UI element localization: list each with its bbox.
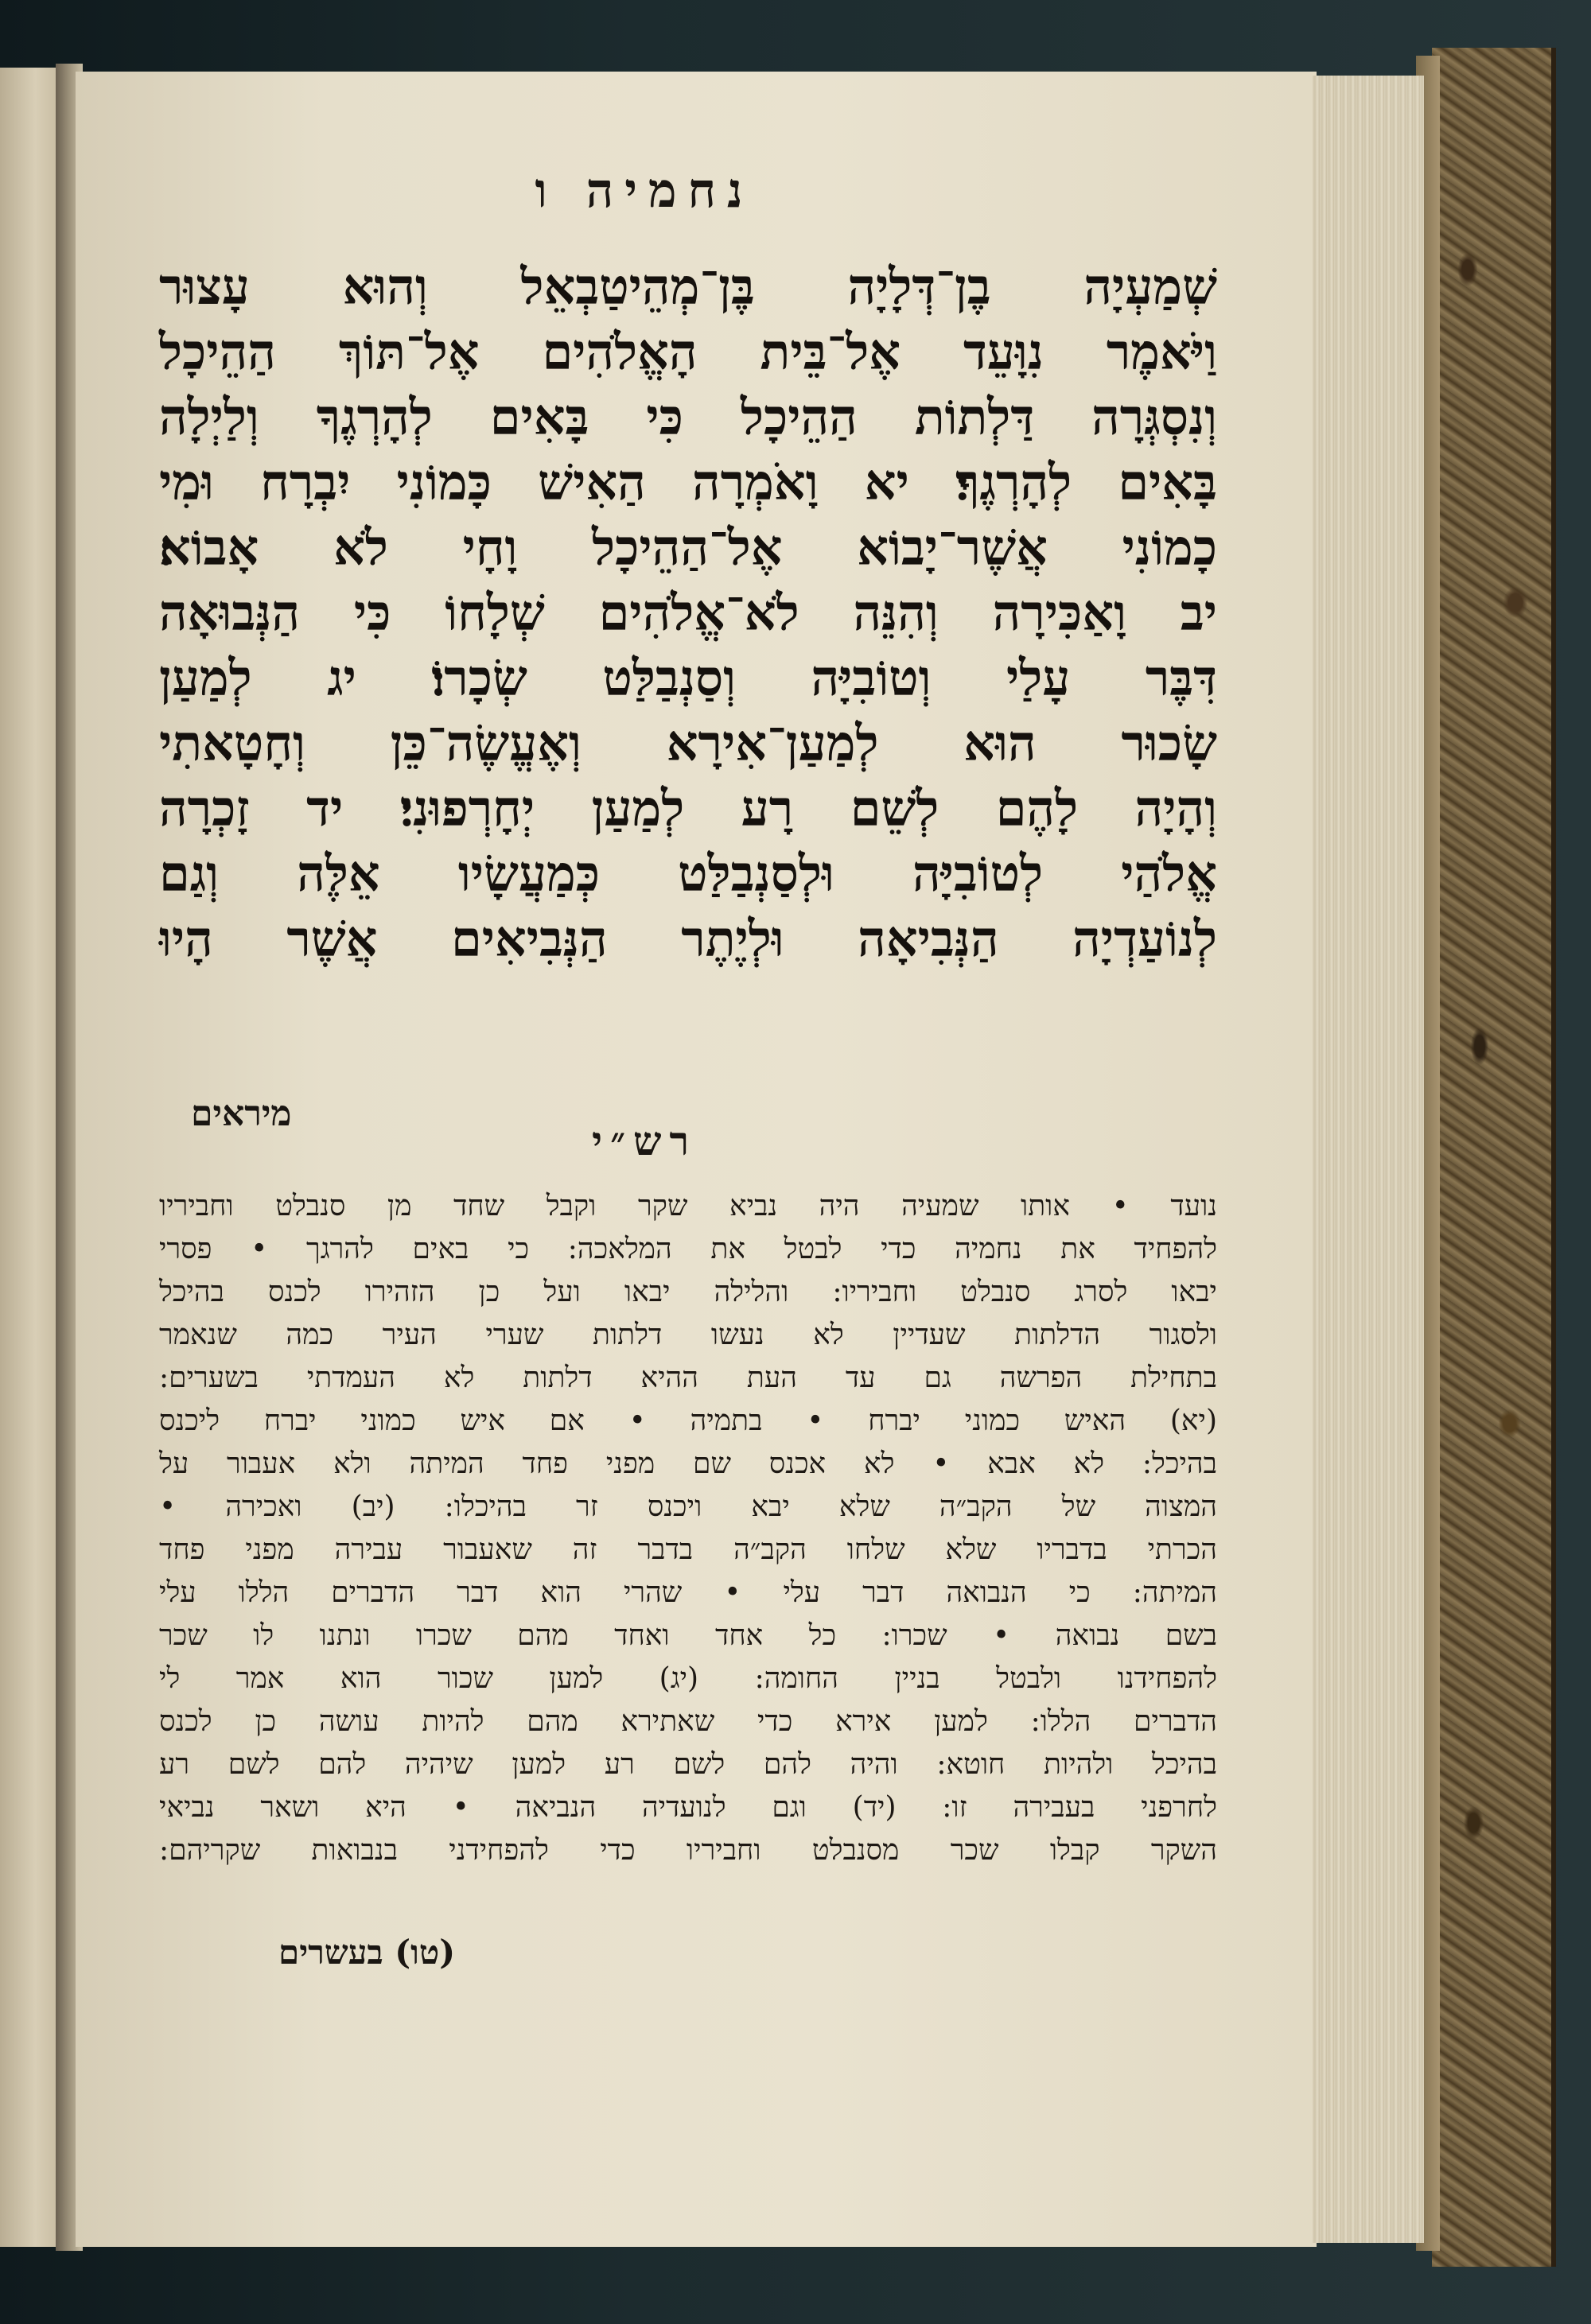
commentary-line: הדברים הללו: למען אירא כדי שאתירא מהם להיות עושה כן לכנס [159,1705,1217,1738]
commentary-line: לחרפני בעבירה זו: (יד) וגם לנועדיה הנביאה • היא ושאר נביאי [159,1791,1217,1824]
main-text-line: כָמוֹנִי אֲשֶׁר־יָבוֹא אֶל־הַהֵיכָל וָחָי לֹא אָבוֹא׃ [159,519,1217,577]
main-text-line: בָּאִים לְהָרְגֶךָ׃ יא וָאֹמְרָה הַאִישׁ כָּמוֹנִי יִבְרָח וּמִי [159,453,1217,511]
commentary-line: השקר קבלו שכר מסנבלט וחביריו כדי להפחידני בנבואות שקריהם: [159,1834,1217,1867]
commentary-line: נועד • אותו שמעיה היה נביא שקר וקבל שחד מן סנבלט וחביריו [159,1190,1217,1222]
main-text-block [159,255,1217,972]
running-header: נחמיה ו [535,163,754,219]
commentary-line: המיתה: כי הנבואה דבר עלי • שהרי הוא דבר הדברים הללו עלי [159,1576,1217,1609]
commentary-line: בהיכל ולהיות חוטא: והיה להם לשם רע למען שיהיה להם לשם רע [159,1748,1217,1781]
commentary-line: (יא) האיש כמוני יברח • בתמיה • אם איש כמוני יברח ליכנס [159,1405,1217,1437]
main-text-line: אֱלֹהַי לְטוֹבִיָּה וּלְסַנְבַלַּט כְּמַעֲשָׂיו אֵלֶּה וְגַם [159,845,1217,903]
commentary-line: בשם נבואה • שכרו: כל אחד ואחד מהם שכרו ונתנו לו שכר [159,1619,1217,1652]
main-text-line: שְׁמַעְיָה בֶן־דְּלָיָה בֶּן־מְהֵיטַבְאֵל וְהוּא עָצוּר [159,258,1217,316]
commentary-line: הכרתי בדבריו שלא שלחו הקב״ה בדבר זה שאעבור עבירה מפני פחד [159,1533,1217,1566]
commentary-line: יבאו לסרג סנבלט וחביריו: והלילה יבאו ועל כן הזהירו לכנס בהיכל [159,1276,1217,1308]
facing-page-edge [0,68,59,2247]
commentary-line: בהיכל: לא אבא • לא אכנס שם מפני פחד המיתה ולא אעבור על [159,1448,1217,1480]
main-text-line: וְהָיָה לָהֶם לְשֵׁם רָע לְמַעַן יְחָרְפוּנִי׃ יד זָכְרָה [159,779,1217,837]
main-text-line: לְנוֹעַדְיָה הַנְּבִיאָה וּלְיֶתֶר הַנְּבִיאִים אֲשֶׁר הָיוּ [159,910,1217,968]
main-text-line: וְנִסְגְּרָה דַּלְתוֹת הַהֵיכָל כִּי בָּאִים לְהָרְגֶךָ וְלַיְלָה [159,388,1217,446]
main-text-line: שָׂכוּר הוּא לְמַעַן־אִירָא וְאֶעֱשֶׂה־כֵּן וְחָטָאתִי [159,714,1217,772]
commentary-line: ולסגור הדלתות שעדיין לא נעשו דלתות שערי העיר כמה שנאמר [159,1319,1217,1351]
main-catchword: מיראים [191,1094,292,1134]
marbled-book-cover [1432,48,1556,2267]
page-stack-edge [1313,76,1424,2243]
footer-catchword: (טו) בעשרים [278,1933,456,1972]
main-text-line: דִּבֶּר עָלַי וְטוֹבִיָּה וְסַנְבַלַּט שְׂכָרוֹ׃ יג לְמַעַן [159,649,1217,707]
commentary-line: בתחילת הפרשה גם עד העת ההיא דלתות לא העמדתי בשערים: [159,1362,1217,1394]
commentary-header: רש״י [591,1117,698,1164]
main-text-line: יב וָאַכִּירָה וְהִנֵּה לֹא־אֱלֹהִים שְׁלָחוֹ כִּי הַנְּבוּאָה [159,584,1217,642]
commentary-block [159,1185,1217,1872]
main-text-line: וַיֹּאמֶר נִוָּעֵד אֶל־בֵּית הָאֱלֹהִים אֶל־תּוֹךְ הַהֵיכָל [159,323,1217,381]
commentary-line: להפחיד את נחמיה כדי לבטל את המלאכה: כי באים להרגך • פסרי [159,1233,1217,1265]
commentary-line: המצוה של הקב״ה שלא יבא ויכנס זר בהיכלו: (יב) ואכירה • [159,1490,1217,1523]
commentary-line: להפחידנו ולבטל בניין החומה: (יג) למען שכור הוא אמר לי [159,1662,1217,1695]
